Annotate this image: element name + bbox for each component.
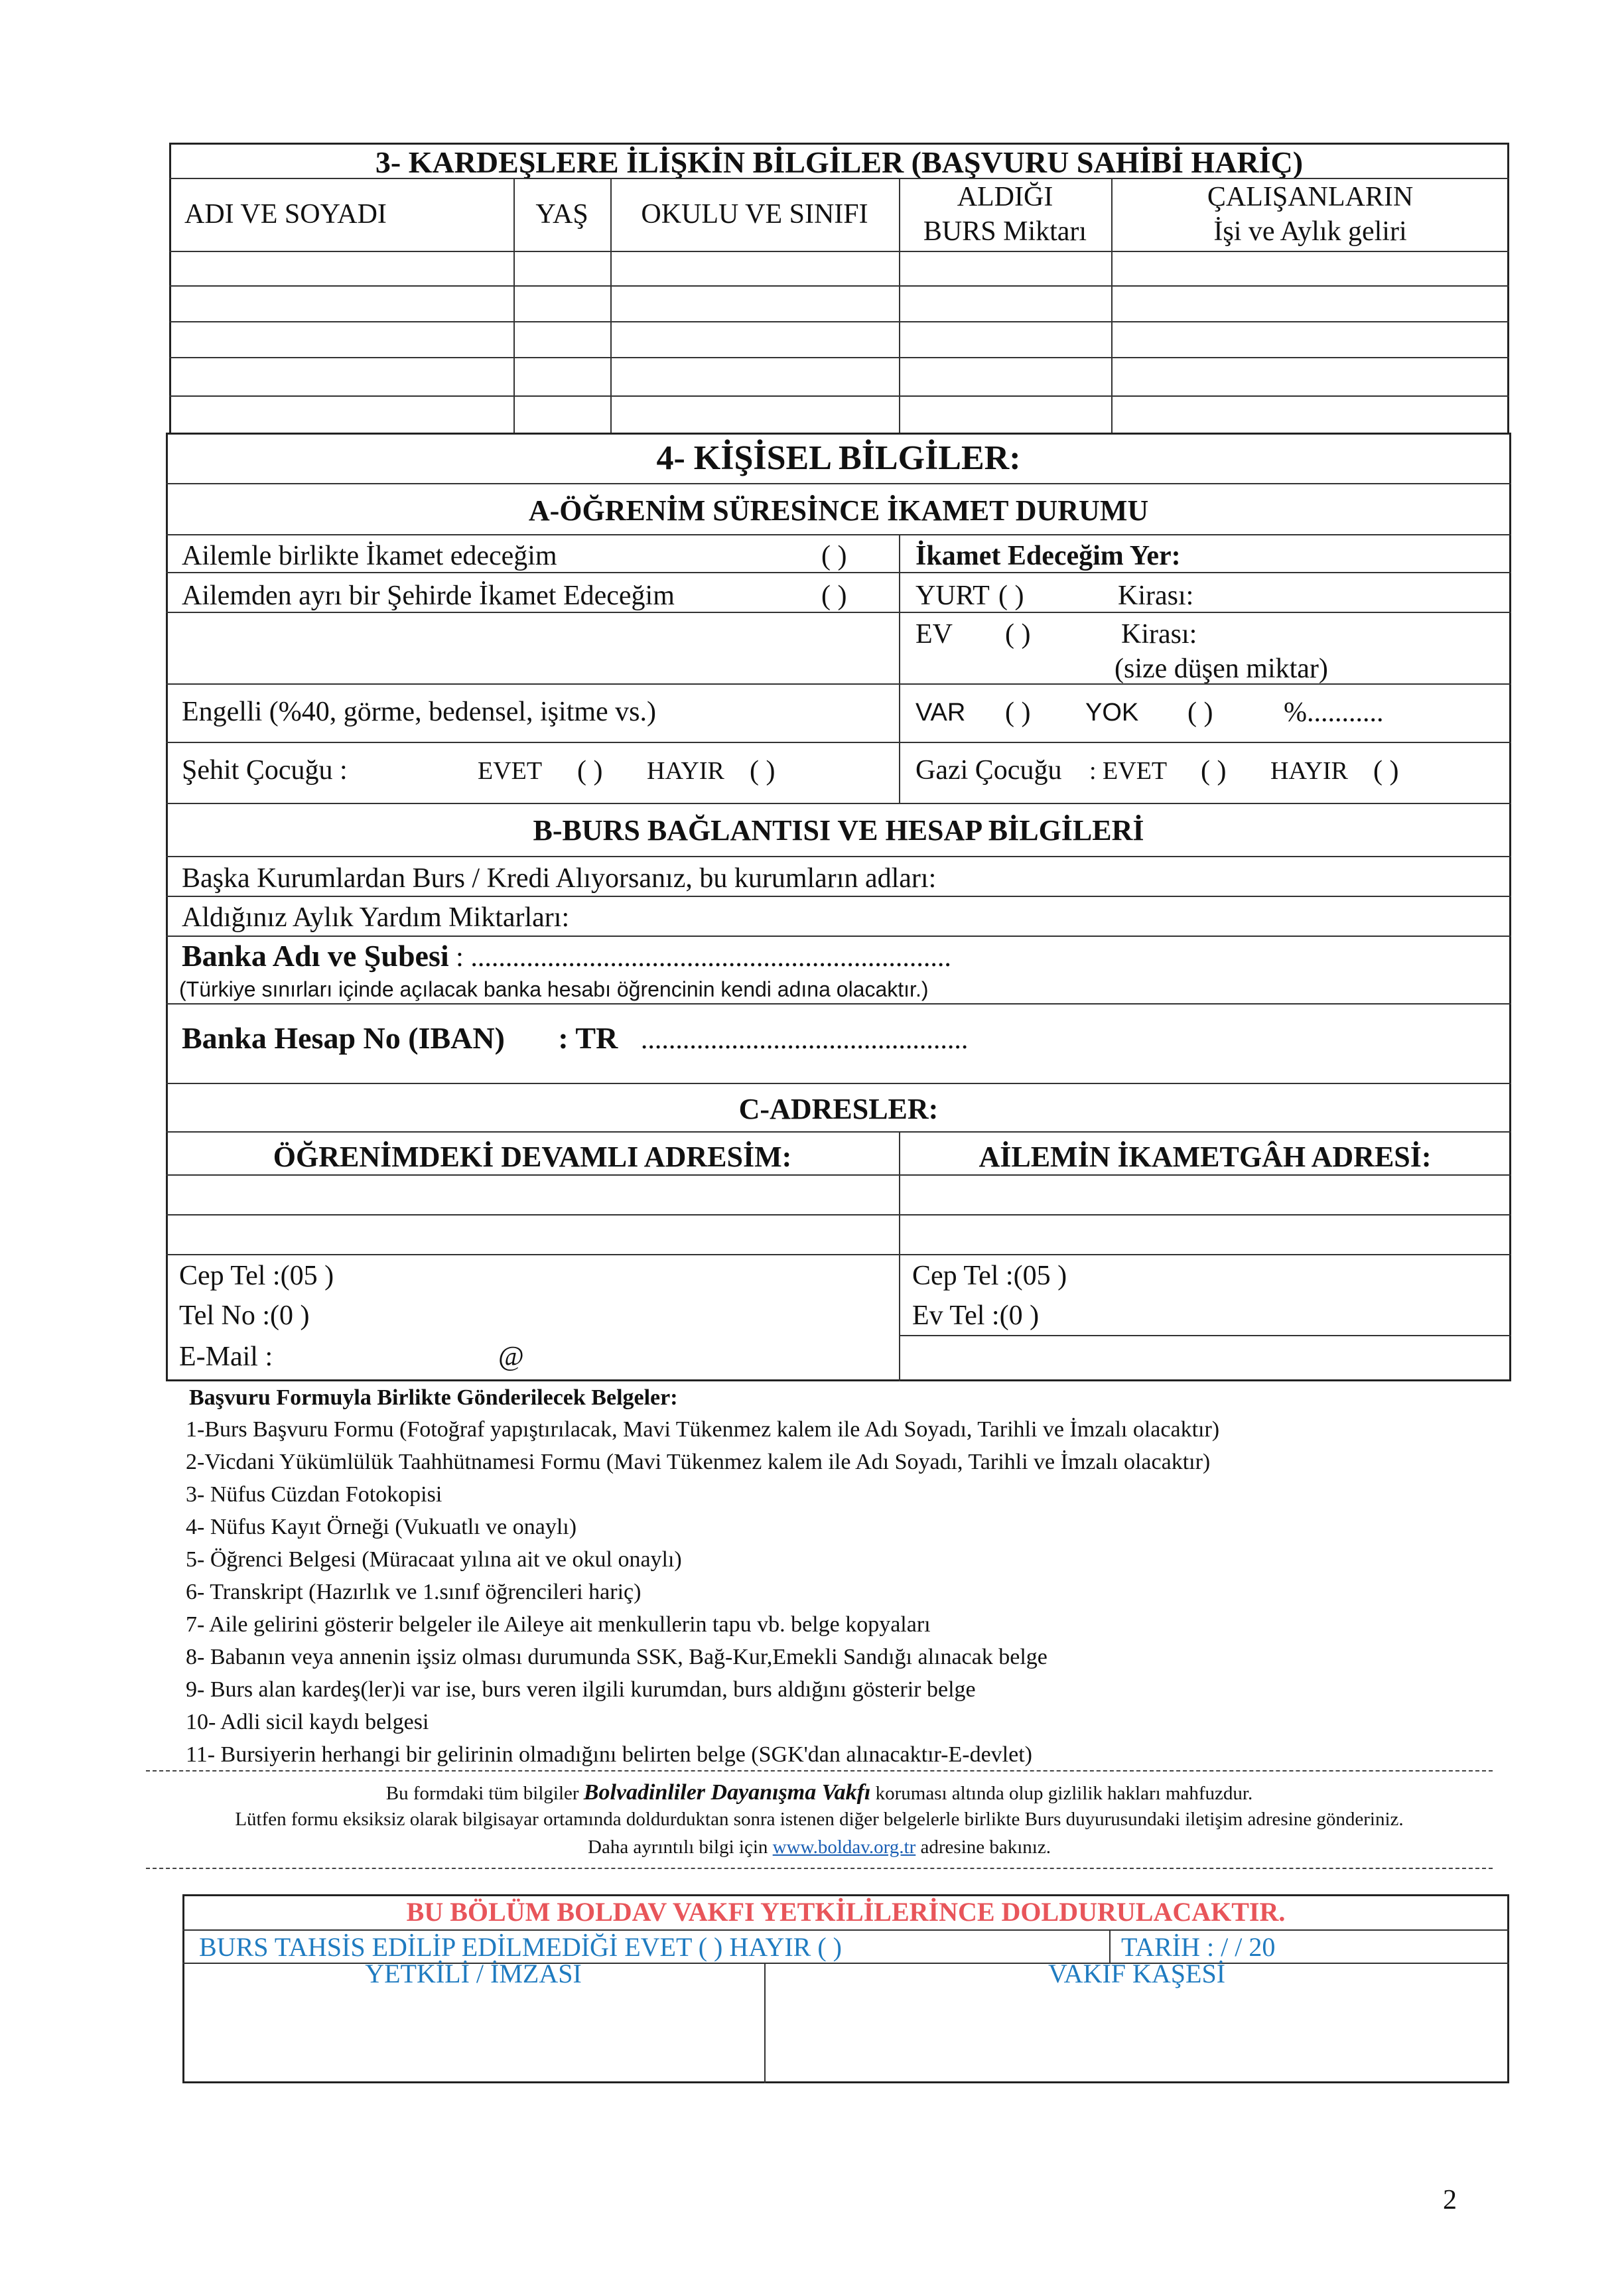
study-email-field[interactable] xyxy=(179,1343,524,1371)
siblings-title: 3- KARDEŞLERE İLİŞKİN BİLGİLER (BAŞVURU SAHİBİ HARİÇ) xyxy=(375,145,1304,179)
privacy-line-2: Lütfen formu eksiksiz olarak bilgisayar ortamında doldurduktan sonra istenen diğer belgelerle birlikte Burs duyurusundaki iletişim adresine gönderiniz. xyxy=(235,1809,1404,1830)
separate-city-checkbox[interactable]: ( ) xyxy=(821,581,847,611)
list-item: 4- Nüfus Kayıt Örneği (Vukuatlı ve onaylı) xyxy=(186,1515,577,1539)
allocation-field[interactable]: BURS TAHSİS EDİLİP EDİLMEDİĞİ EVET ( ) HAYIR ( ) xyxy=(199,1932,842,1962)
dashed-separator xyxy=(146,1770,1493,1772)
ev-label: EV xyxy=(915,619,953,650)
email-at: @ xyxy=(498,1342,524,1372)
divider xyxy=(166,483,1511,484)
bank-name-label: Banka Adı ve Şubesi xyxy=(182,939,449,973)
seal-label: VAKIF KAŞESİ xyxy=(1048,1959,1226,1988)
list-item: 8- Babanın veya annenin işsiz olması durumunda SSK, Bağ-Kur,Emekli Sandığı alınacak belge xyxy=(186,1645,1048,1669)
separate-city-label: Ailemden ayrı bir Şehirde İkamet Edeceğim xyxy=(182,581,675,611)
table-row xyxy=(169,321,1509,322)
privacy-pre: Bu formdaki tüm bilgiler xyxy=(385,1783,584,1804)
list-item: 2-Vicdani Yükümlülük Taahhütnamesi Formu (Mavi Tükenmez kalem ile Adı Soyadı, Tarihli ve İmzalı olacaktır) xyxy=(186,1450,1211,1474)
divider xyxy=(166,742,1511,743)
veteran-evet-label: : EVET xyxy=(1089,757,1168,785)
table-row xyxy=(169,395,1509,397)
documents-title: Başvuru Formuyla Birlikte Gönderilecek Belgeler: xyxy=(189,1385,678,1410)
privacy-post: koruması altında olup gizlilik hakları mahfuzdur. xyxy=(870,1783,1253,1804)
website-link[interactable]: www.boldav.org.tr xyxy=(772,1837,916,1858)
list-item: 9- Burs alan kardeş(ler)i var ise, burs veren ilgili kurumdan, burs aldığını gösterir belge xyxy=(186,1677,976,1702)
date-col-divider xyxy=(1109,1929,1111,1963)
info-pre: Daha ayrıntılı bilgi için xyxy=(588,1837,773,1858)
disabled-var-label: VAR xyxy=(915,699,966,727)
veteran-hayir-checkbox[interactable]: ( ) xyxy=(1373,756,1399,786)
ev-rent-label: Kirası: xyxy=(1121,619,1197,650)
privacy-line-1 xyxy=(146,1781,1493,1804)
iban-label: Banka Hesap No (IBAN) xyxy=(182,1021,505,1055)
share-note: (size düşen miktar) xyxy=(1115,654,1328,684)
divider xyxy=(166,683,1511,685)
list-item: 3- Nüfus Cüzdan Fotokopisi xyxy=(186,1482,442,1507)
disabled-label: Engelli (%40, görme, bedensel, işitme vs.) xyxy=(182,697,657,727)
divider xyxy=(166,572,1511,573)
divider xyxy=(166,896,1511,897)
address-line[interactable] xyxy=(166,1214,1511,1216)
iban-dots: ............................................... xyxy=(640,1024,969,1055)
divider xyxy=(166,936,1511,937)
monthly-aid-label: Aldığınız Aylık Yardım Miktarları: xyxy=(182,902,570,933)
veteran-evet-checkbox[interactable]: ( ) xyxy=(1201,756,1227,786)
yurt-label: YURT xyxy=(915,581,990,611)
list-item: 1-Burs Başvuru Formu (Fotoğraf yapıştırılacak, Mavi Tükenmez kalem ile Adı Soyadı, Tarihli ve İmzalı olacaktır) xyxy=(186,1417,1220,1442)
list-item: 6- Transkript (Hazırlık ve 1.sınıf öğrencileri hariç) xyxy=(186,1580,642,1604)
divider xyxy=(166,856,1511,857)
martyr-evet-label: EVET xyxy=(478,757,543,785)
divider xyxy=(166,803,1511,804)
table-row xyxy=(169,285,1509,287)
divider xyxy=(166,534,1511,535)
yurt-checkbox[interactable]: ( ) xyxy=(998,581,1024,611)
study-cep-tel-field[interactable]: Cep Tel :(05 ) xyxy=(179,1261,334,1291)
info-post: adresine bakınız. xyxy=(915,1837,1051,1858)
with-family-label: Ailemle birlikte İkamet edeceğim xyxy=(182,541,557,571)
divider xyxy=(166,1003,1511,1005)
martyr-hayir-label: HAYIR xyxy=(647,757,724,785)
list-item: 11- Bursiyerin herhangi bir gelirinin olmadığını belirten belge (SGK'dan alınacaktır-E-devlet) xyxy=(186,1742,1032,1767)
family-cep-tel-field[interactable]: Cep Tel :(05 ) xyxy=(912,1261,1067,1291)
personal-title: 4- KİŞİSEL BİLGİLER: xyxy=(656,439,1021,477)
list-item: 7- Aile gelirini gösterir belgeler ile Aileye ait menkullerin tapu vb. belge kopyaları xyxy=(186,1612,931,1637)
dashed-separator xyxy=(146,1868,1493,1869)
bank-note: (Türkiye sınırları içinde açılacak banka hesabı öğrencinin kendi adına olacaktır.) xyxy=(179,977,929,1001)
veteran-child-label: Gazi Çocuğu xyxy=(915,755,1062,786)
divider xyxy=(166,1131,1511,1133)
veteran-hayir-label: HAYIR xyxy=(1270,757,1348,785)
address-line[interactable] xyxy=(166,1254,1511,1255)
page-number: 2 xyxy=(1443,2185,1457,2215)
list-item: 10- Adli sicil kaydı belgesi xyxy=(186,1710,429,1734)
section-b-title: B-BURS BAĞLANTISI VE HESAP BİLGİLERİ xyxy=(533,814,1144,847)
siblings-title-divider xyxy=(169,178,1509,179)
family-ev-tel-field[interactable]: Ev Tel :(0 ) xyxy=(912,1300,1040,1331)
bank-name-field[interactable] xyxy=(182,941,951,971)
divider xyxy=(899,1335,1511,1336)
martyr-child-label: Şehit Çocuğu : xyxy=(182,755,348,786)
address-title: C-ADRESLER: xyxy=(738,1093,939,1125)
other-institutions-label: Başka Kurumlardan Burs / Kredi Alıyorsanız, bu kurumların adları: xyxy=(182,863,937,894)
study-address-heading: ÖĞRENİMDEKİ DEVAMLI ADRESİM: xyxy=(273,1141,792,1173)
disabled-yok-label: YOK xyxy=(1085,699,1139,727)
divider xyxy=(166,612,1511,613)
header-school: OKULU VE SINIFI xyxy=(641,199,868,230)
table-row xyxy=(169,357,1509,358)
disabled-yok-checkbox[interactable]: ( ) xyxy=(1187,697,1213,728)
martyr-hayir-checkbox[interactable]: ( ) xyxy=(750,756,776,786)
iban-field[interactable] xyxy=(182,1023,968,1054)
header-name: ADI VE SOYADI xyxy=(184,199,387,230)
section-a-col-divider xyxy=(899,534,900,803)
header-working-1: ÇALIŞANLARIN xyxy=(1207,182,1414,212)
family-address-heading: AİLEMİN İKAMETGÂH ADRESİ: xyxy=(979,1141,1432,1173)
email-label: E-Mail : xyxy=(179,1342,273,1372)
divider xyxy=(182,1929,1509,1931)
header-age: YAŞ xyxy=(535,199,588,230)
yurt-rent-label: Kirası: xyxy=(1118,581,1194,611)
privacy-line-3 xyxy=(146,1838,1493,1857)
divider xyxy=(166,1083,1511,1084)
section-a-title: A-ÖĞRENİM SÜRESİNCE İKAMET DURUMU xyxy=(528,494,1149,527)
header-working-2: İşi ve Aylık geliri xyxy=(1213,216,1407,247)
header-scholarship-2: BURS Miktarı xyxy=(923,216,1087,247)
header-scholarship-1: ALDIĞI xyxy=(957,182,1053,212)
disabled-percent-field[interactable]: %........... xyxy=(1284,697,1384,728)
martyr-evet-checkbox[interactable]: ( ) xyxy=(577,756,603,786)
bank-name-dots: : ..................................................................... xyxy=(448,942,951,973)
table-row xyxy=(169,251,1509,252)
study-tel-no-field[interactable]: Tel No :(0 ) xyxy=(179,1300,310,1331)
residence-place-label: İkamet Edeceğim Yer: xyxy=(915,541,1181,571)
official-title: BU BÖLÜM BOLDAV VAKFI YETKİLİLERİNCE DOLDURULACAKTIR. xyxy=(406,1897,1286,1927)
foundation-name: Bolvadinliler Dayanışma Vakfı xyxy=(583,1780,871,1805)
iban-prefix: : TR xyxy=(558,1021,618,1055)
disabled-var-checkbox[interactable]: ( ) xyxy=(1005,697,1031,728)
divider xyxy=(166,1174,1511,1176)
list-item: 5- Öğrenci Belgesi (Müracaat yılına ait ve okul onaylı) xyxy=(186,1547,682,1572)
date-field[interactable]: TARİH : / / 20 xyxy=(1121,1932,1276,1962)
ev-checkbox[interactable]: ( ) xyxy=(1005,619,1031,650)
signature-label: YETKİLİ / İMZASI xyxy=(365,1959,582,1988)
with-family-checkbox[interactable]: ( ) xyxy=(821,541,847,571)
